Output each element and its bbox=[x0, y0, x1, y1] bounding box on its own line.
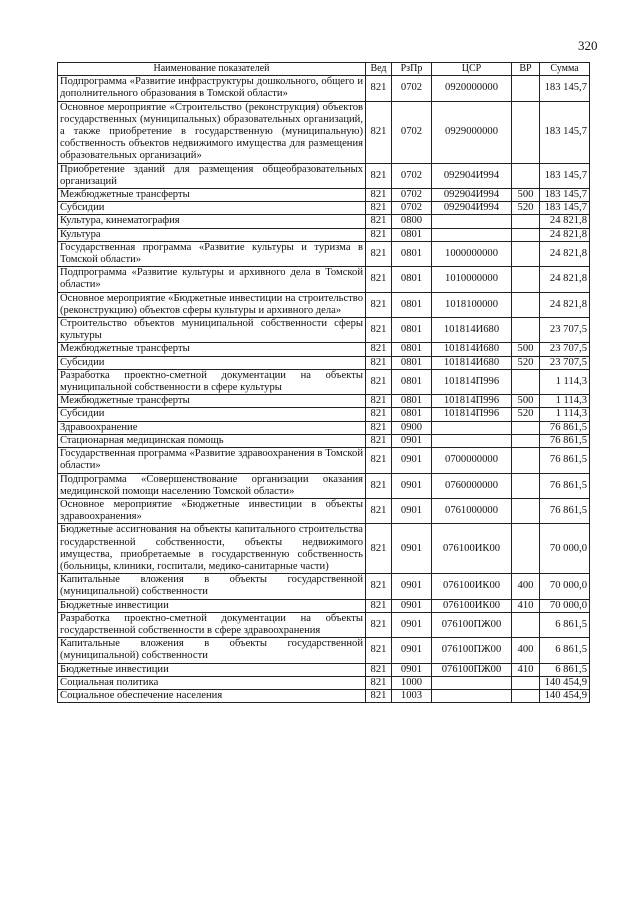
cell-csr: 101814П996 bbox=[432, 369, 512, 394]
cell-ved: 821 bbox=[366, 76, 392, 101]
cell-name: Разработка проектно-сметной документации на объекты муниципальной собственности в сфере культуры bbox=[58, 369, 366, 394]
cell-vr: 410 bbox=[512, 599, 540, 612]
cell-sum: 1 114,3 bbox=[540, 408, 590, 421]
cell-vr: 400 bbox=[512, 638, 540, 663]
cell-csr: 076100ИК00 bbox=[432, 599, 512, 612]
cell-ved: 821 bbox=[366, 638, 392, 663]
cell-rzpr: 0901 bbox=[392, 448, 432, 473]
cell-rzpr: 0801 bbox=[392, 228, 432, 241]
cell-vr: 520 bbox=[512, 202, 540, 215]
cell-rzpr: 0702 bbox=[392, 76, 432, 101]
cell-rzpr: 0801 bbox=[392, 267, 432, 292]
cell-sum: 1 114,3 bbox=[540, 395, 590, 408]
cell-vr: 500 bbox=[512, 343, 540, 356]
cell-vr: 500 bbox=[512, 395, 540, 408]
cell-ved: 821 bbox=[366, 574, 392, 599]
cell-vr bbox=[512, 689, 540, 702]
cell-name: Капитальные вложения в объекты государственной (муниципальной) собственности bbox=[58, 574, 366, 599]
cell-csr: 1018100000 bbox=[432, 292, 512, 317]
cell-sum: 70 000,0 bbox=[540, 574, 590, 599]
cell-csr: 076100ИК00 bbox=[432, 574, 512, 599]
cell-vr bbox=[512, 369, 540, 394]
cell-name: Субсидии bbox=[58, 408, 366, 421]
table-row bbox=[58, 356, 590, 369]
cell-rzpr: 0801 bbox=[392, 408, 432, 421]
cell-csr: 076100ПЖ00 bbox=[432, 638, 512, 663]
table-row bbox=[58, 395, 590, 408]
cell-name: Субсидии bbox=[58, 356, 366, 369]
cell-ved: 821 bbox=[366, 202, 392, 215]
budget-table bbox=[57, 62, 590, 703]
cell-sum: 24 821,8 bbox=[540, 228, 590, 241]
header-rzpr: РзПр bbox=[392, 63, 432, 76]
cell-csr: 101814П996 bbox=[432, 395, 512, 408]
table-row bbox=[58, 638, 590, 663]
cell-rzpr: 0901 bbox=[392, 498, 432, 523]
cell-csr: 0761000000 bbox=[432, 498, 512, 523]
cell-csr bbox=[432, 215, 512, 228]
cell-name: Подпрограмма «Развитие инфраструктуры дошкольного, общего и дополнительного образования в Томской области» bbox=[58, 76, 366, 101]
header-name: Наименование показателей bbox=[58, 63, 366, 76]
cell-name: Социальная политика bbox=[58, 676, 366, 689]
cell-ved: 821 bbox=[366, 408, 392, 421]
table-row bbox=[58, 689, 590, 702]
cell-sum: 183 145,7 bbox=[540, 189, 590, 202]
cell-ved: 821 bbox=[366, 473, 392, 498]
cell-ved: 821 bbox=[366, 689, 392, 702]
table-row bbox=[58, 318, 590, 343]
cell-name: Бюджетные инвестиции bbox=[58, 663, 366, 676]
cell-rzpr: 0801 bbox=[392, 318, 432, 343]
cell-csr: 092904И994 bbox=[432, 163, 512, 188]
cell-rzpr: 0901 bbox=[392, 434, 432, 447]
table-row bbox=[58, 215, 590, 228]
cell-rzpr: 0901 bbox=[392, 638, 432, 663]
cell-name: Основное мероприятие «Строительство (реконструкция) объектов государственных (муниципальных) образовательных организаций, а также приобретение в государственную (муниципальную) собственность объектов недвижимого имущества для размещения образовательных организаций» bbox=[58, 101, 366, 163]
cell-ved: 821 bbox=[366, 369, 392, 394]
cell-ved: 821 bbox=[366, 215, 392, 228]
cell-csr bbox=[432, 434, 512, 447]
cell-ved: 821 bbox=[366, 663, 392, 676]
header-sum: Сумма bbox=[540, 63, 590, 76]
table-row bbox=[58, 612, 590, 637]
cell-vr bbox=[512, 318, 540, 343]
cell-sum: 76 861,5 bbox=[540, 498, 590, 523]
cell-name: Стационарная медицинская помощь bbox=[58, 434, 366, 447]
cell-csr bbox=[432, 228, 512, 241]
table-row bbox=[58, 163, 590, 188]
cell-vr: 520 bbox=[512, 356, 540, 369]
table-row bbox=[58, 343, 590, 356]
cell-ved: 821 bbox=[366, 241, 392, 266]
table-row bbox=[58, 448, 590, 473]
cell-ved: 821 bbox=[366, 189, 392, 202]
header-ved: Вед bbox=[366, 63, 392, 76]
cell-csr: 101814И680 bbox=[432, 318, 512, 343]
cell-csr bbox=[432, 689, 512, 702]
cell-sum: 70 000,0 bbox=[540, 524, 590, 574]
cell-vr bbox=[512, 612, 540, 637]
cell-rzpr: 0702 bbox=[392, 189, 432, 202]
cell-rzpr: 0901 bbox=[392, 574, 432, 599]
table-row bbox=[58, 599, 590, 612]
cell-vr bbox=[512, 292, 540, 317]
table-header-row bbox=[58, 63, 590, 76]
cell-sum: 183 145,7 bbox=[540, 202, 590, 215]
cell-name: Культура bbox=[58, 228, 366, 241]
cell-csr: 0700000000 bbox=[432, 448, 512, 473]
cell-rzpr: 1000 bbox=[392, 676, 432, 689]
cell-ved: 821 bbox=[366, 228, 392, 241]
cell-csr bbox=[432, 421, 512, 434]
cell-rzpr: 0800 bbox=[392, 215, 432, 228]
cell-vr bbox=[512, 228, 540, 241]
cell-ved: 821 bbox=[366, 421, 392, 434]
cell-sum: 183 145,7 bbox=[540, 101, 590, 163]
cell-rzpr: 0801 bbox=[392, 343, 432, 356]
cell-name: Здравоохранение bbox=[58, 421, 366, 434]
cell-ved: 821 bbox=[366, 163, 392, 188]
cell-sum: 6 861,5 bbox=[540, 612, 590, 637]
cell-sum: 23 707,5 bbox=[540, 318, 590, 343]
cell-rzpr: 0901 bbox=[392, 524, 432, 574]
cell-csr: 0920000000 bbox=[432, 76, 512, 101]
cell-csr: 101814И680 bbox=[432, 343, 512, 356]
cell-rzpr: 0901 bbox=[392, 612, 432, 637]
cell-name: Бюджетные инвестиции bbox=[58, 599, 366, 612]
table-row bbox=[58, 228, 590, 241]
cell-csr bbox=[432, 676, 512, 689]
cell-sum: 70 000,0 bbox=[540, 599, 590, 612]
cell-name: Государственная программа «Развитие здравоохранения в Томской области» bbox=[58, 448, 366, 473]
cell-sum: 24 821,8 bbox=[540, 215, 590, 228]
cell-vr bbox=[512, 676, 540, 689]
cell-vr bbox=[512, 101, 540, 163]
cell-ved: 821 bbox=[366, 267, 392, 292]
cell-rzpr: 0901 bbox=[392, 663, 432, 676]
cell-rzpr: 0702 bbox=[392, 202, 432, 215]
cell-vr bbox=[512, 267, 540, 292]
cell-csr: 0929000000 bbox=[432, 101, 512, 163]
cell-name: Приобретение зданий для размещения общеобразовательных организаций bbox=[58, 163, 366, 188]
cell-name: Основное мероприятие «Бюджетные инвестиции на строительство (реконструкцию) объектов сферы культуры и архивного дела» bbox=[58, 292, 366, 317]
header-vr: ВР bbox=[512, 63, 540, 76]
cell-ved: 821 bbox=[366, 292, 392, 317]
table-body bbox=[58, 76, 590, 703]
table-row bbox=[58, 524, 590, 574]
cell-rzpr: 0900 bbox=[392, 421, 432, 434]
cell-vr: 500 bbox=[512, 189, 540, 202]
cell-rzpr: 0901 bbox=[392, 473, 432, 498]
cell-vr bbox=[512, 241, 540, 266]
cell-name: Разработка проектно-сметной документации на объекты государственной собственности в сфере здравоохранения bbox=[58, 612, 366, 637]
cell-csr: 076100ИК00 bbox=[432, 524, 512, 574]
cell-name: Государственная программа «Развитие культуры и туризма в Томской области» bbox=[58, 241, 366, 266]
cell-ved: 821 bbox=[366, 498, 392, 523]
cell-csr: 0760000000 bbox=[432, 473, 512, 498]
cell-rzpr: 0901 bbox=[392, 599, 432, 612]
cell-vr: 410 bbox=[512, 663, 540, 676]
cell-rzpr: 0801 bbox=[392, 395, 432, 408]
header-csr: ЦСР bbox=[432, 63, 512, 76]
cell-name: Основное мероприятие «Бюджетные инвестиции в объекты здравоохранения» bbox=[58, 498, 366, 523]
cell-sum: 24 821,8 bbox=[540, 241, 590, 266]
table-row bbox=[58, 574, 590, 599]
cell-csr: 1010000000 bbox=[432, 267, 512, 292]
table-row bbox=[58, 241, 590, 266]
cell-sum: 183 145,7 bbox=[540, 76, 590, 101]
cell-csr: 076100ПЖ00 bbox=[432, 663, 512, 676]
cell-name: Строительство объектов муниципальной собственности сферы культуры bbox=[58, 318, 366, 343]
cell-sum: 183 145,7 bbox=[540, 163, 590, 188]
cell-sum: 76 861,5 bbox=[540, 473, 590, 498]
cell-vr: 520 bbox=[512, 408, 540, 421]
cell-name: Межбюджетные трансферты bbox=[58, 343, 366, 356]
cell-sum: 24 821,8 bbox=[540, 292, 590, 317]
cell-sum: 140 454,9 bbox=[540, 689, 590, 702]
cell-rzpr: 0702 bbox=[392, 163, 432, 188]
cell-sum: 23 707,5 bbox=[540, 343, 590, 356]
cell-sum: 76 861,5 bbox=[540, 448, 590, 473]
cell-ved: 821 bbox=[366, 599, 392, 612]
cell-vr bbox=[512, 163, 540, 188]
cell-ved: 821 bbox=[366, 676, 392, 689]
cell-rzpr: 0801 bbox=[392, 241, 432, 266]
table-row bbox=[58, 101, 590, 163]
table-row bbox=[58, 473, 590, 498]
table-row bbox=[58, 408, 590, 421]
table-row bbox=[58, 676, 590, 689]
cell-sum: 140 454,9 bbox=[540, 676, 590, 689]
cell-rzpr: 0801 bbox=[392, 369, 432, 394]
cell-csr: 1000000000 bbox=[432, 241, 512, 266]
cell-csr: 101814И680 bbox=[432, 356, 512, 369]
cell-csr: 101814П996 bbox=[432, 408, 512, 421]
cell-sum: 76 861,5 bbox=[540, 434, 590, 447]
table-row bbox=[58, 498, 590, 523]
cell-name: Межбюджетные трансферты bbox=[58, 395, 366, 408]
cell-ved: 821 bbox=[366, 448, 392, 473]
cell-rzpr: 0801 bbox=[392, 292, 432, 317]
cell-name: Субсидии bbox=[58, 202, 366, 215]
cell-sum: 6 861,5 bbox=[540, 638, 590, 663]
cell-sum: 23 707,5 bbox=[540, 356, 590, 369]
table-row bbox=[58, 663, 590, 676]
cell-sum: 76 861,5 bbox=[540, 421, 590, 434]
cell-rzpr: 0702 bbox=[392, 101, 432, 163]
cell-ved: 821 bbox=[366, 356, 392, 369]
table-row bbox=[58, 434, 590, 447]
cell-vr bbox=[512, 448, 540, 473]
cell-sum: 6 861,5 bbox=[540, 663, 590, 676]
cell-name: Бюджетные ассигнования на объекты капитального строительства государственной собственности, объекты недвижимого имущества, приобретаемые в государственную собственность (больницы, клиники, госпитали, медико-санитарные части) bbox=[58, 524, 366, 574]
table-row bbox=[58, 421, 590, 434]
cell-name: Подпрограмма «Совершенствование организации оказания медицинской помощи населению Томской области» bbox=[58, 473, 366, 498]
table-row bbox=[58, 267, 590, 292]
table-row bbox=[58, 369, 590, 394]
table-row bbox=[58, 292, 590, 317]
cell-ved: 821 bbox=[366, 524, 392, 574]
cell-name: Подпрограмма «Развитие культуры и архивного дела в Томской области» bbox=[58, 267, 366, 292]
cell-ved: 821 bbox=[366, 343, 392, 356]
cell-vr bbox=[512, 473, 540, 498]
cell-vr bbox=[512, 215, 540, 228]
cell-vr bbox=[512, 76, 540, 101]
cell-ved: 821 bbox=[366, 318, 392, 343]
cell-csr: 092904И994 bbox=[432, 189, 512, 202]
cell-rzpr: 1003 bbox=[392, 689, 432, 702]
cell-vr bbox=[512, 498, 540, 523]
table-row bbox=[58, 189, 590, 202]
cell-ved: 821 bbox=[366, 395, 392, 408]
cell-vr bbox=[512, 434, 540, 447]
cell-name: Межбюджетные трансферты bbox=[58, 189, 366, 202]
cell-ved: 821 bbox=[366, 434, 392, 447]
cell-vr bbox=[512, 421, 540, 434]
cell-name: Капитальные вложения в объекты государственной (муниципальной) собственности bbox=[58, 638, 366, 663]
cell-sum: 24 821,8 bbox=[540, 267, 590, 292]
cell-csr: 076100ПЖ00 bbox=[432, 612, 512, 637]
cell-ved: 821 bbox=[366, 612, 392, 637]
cell-name: Социальное обеспечение населения bbox=[58, 689, 366, 702]
table-row bbox=[58, 76, 590, 101]
cell-name: Культура, кинематография bbox=[58, 215, 366, 228]
cell-sum: 1 114,3 bbox=[540, 369, 590, 394]
cell-rzpr: 0801 bbox=[392, 356, 432, 369]
cell-ved: 821 bbox=[366, 101, 392, 163]
cell-csr: 092904И994 bbox=[432, 202, 512, 215]
page-number: 320 bbox=[578, 38, 598, 53]
cell-vr: 400 bbox=[512, 574, 540, 599]
cell-vr bbox=[512, 524, 540, 574]
table-row bbox=[58, 202, 590, 215]
